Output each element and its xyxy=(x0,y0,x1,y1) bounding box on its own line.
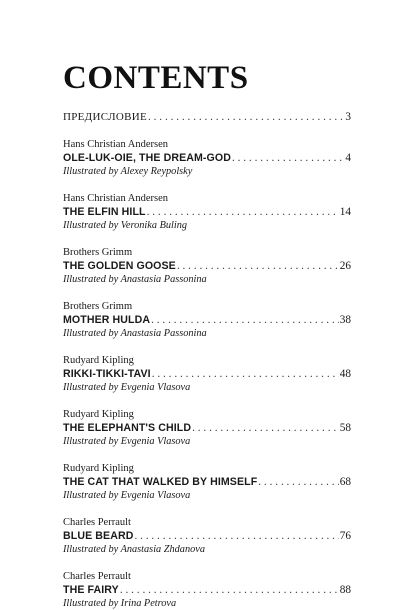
entry-page-number: 3 xyxy=(345,111,351,123)
toc-entry[interactable] xyxy=(63,247,351,286)
dot-leader xyxy=(147,206,339,219)
toc-entry[interactable] xyxy=(63,409,351,448)
entry-illustrator: Illustrated by Anastasia Passonina xyxy=(63,328,207,339)
table-of-contents xyxy=(63,111,351,610)
entry-author: Hans Christian Andersen xyxy=(63,139,168,150)
entry-title: ПРЕДИСЛОВИЕ xyxy=(63,111,147,123)
entry-title: BLUE BEARD xyxy=(63,530,134,542)
toc-entry[interactable] xyxy=(63,571,351,610)
dot-leader xyxy=(151,314,339,327)
entry-illustrator: Illustrated by Anastasia Zhdanova xyxy=(63,544,205,555)
entry-page-number: 14 xyxy=(339,206,351,218)
entry-title: OLE-LUK-OIE, THE DREAM-GOD xyxy=(63,152,231,164)
entry-page-number: 88 xyxy=(339,584,351,596)
toc-entry-preface[interactable] xyxy=(63,111,351,124)
dot-leader xyxy=(177,260,339,273)
dot-leader xyxy=(258,476,338,489)
entry-illustrator: Illustrated by Anastasia Passonina xyxy=(63,274,207,285)
dot-leader xyxy=(152,368,339,381)
entry-page-number: 48 xyxy=(339,368,351,380)
entry-title: RIKKI-TIKKI-TAVI xyxy=(63,368,151,380)
entry-author: Hans Christian Andersen xyxy=(63,193,168,204)
entry-author: Brothers Grimm xyxy=(63,247,133,258)
toc-entry[interactable] xyxy=(63,193,351,232)
entry-illustrator: Illustrated by Evgenia Vlasova xyxy=(63,436,191,447)
entry-author: Charles Perrault xyxy=(63,571,131,582)
dot-leader xyxy=(134,530,338,543)
entry-title: THE ELFIN HILL xyxy=(63,206,146,218)
page-title: CONTENTS xyxy=(63,60,249,96)
toc-entry[interactable] xyxy=(63,139,351,178)
toc-entry[interactable] xyxy=(63,355,351,394)
entry-author: Charles Perrault xyxy=(63,517,131,528)
toc-entry[interactable] xyxy=(63,463,351,502)
dot-leader xyxy=(192,422,339,435)
toc-entry[interactable] xyxy=(63,517,351,556)
entry-title: THE CAT THAT WALKED BY HIMSELF xyxy=(63,476,258,488)
entry-page-number: 68 xyxy=(339,476,351,488)
entry-page-number: 58 xyxy=(339,422,351,434)
entry-author: Rudyard Kipling xyxy=(63,355,134,366)
entry-illustrator: Illustrated by Irina Petrova xyxy=(63,598,177,609)
entry-author: Rudyard Kipling xyxy=(63,463,134,474)
entry-page-number: 38 xyxy=(339,314,351,326)
entry-illustrator: Illustrated by Evgenia Vlasova xyxy=(63,490,191,501)
entry-illustrator: Illustrated by Evgenia Vlasova xyxy=(63,382,191,393)
entry-title: THE FAIRY xyxy=(63,584,119,596)
entry-page-number: 4 xyxy=(345,152,351,164)
dot-leader xyxy=(120,584,339,597)
entry-page-number: 76 xyxy=(339,530,351,542)
dot-leader xyxy=(148,111,344,124)
entry-author: Rudyard Kipling xyxy=(63,409,134,420)
entry-title: MOTHER HULDA xyxy=(63,314,151,326)
entry-illustrator: Illustrated by Veronika Buling xyxy=(63,220,188,231)
entry-title: THE ELEPHANT'S CHILD xyxy=(63,422,192,434)
toc-entry[interactable] xyxy=(63,301,351,340)
entry-title: THE GOLDEN GOOSE xyxy=(63,260,176,272)
entry-page-number: 26 xyxy=(339,260,351,272)
entry-illustrator: Illustrated by Alexey Reypolsky xyxy=(63,166,193,177)
dot-leader xyxy=(232,152,344,165)
entry-author: Brothers Grimm xyxy=(63,301,133,312)
